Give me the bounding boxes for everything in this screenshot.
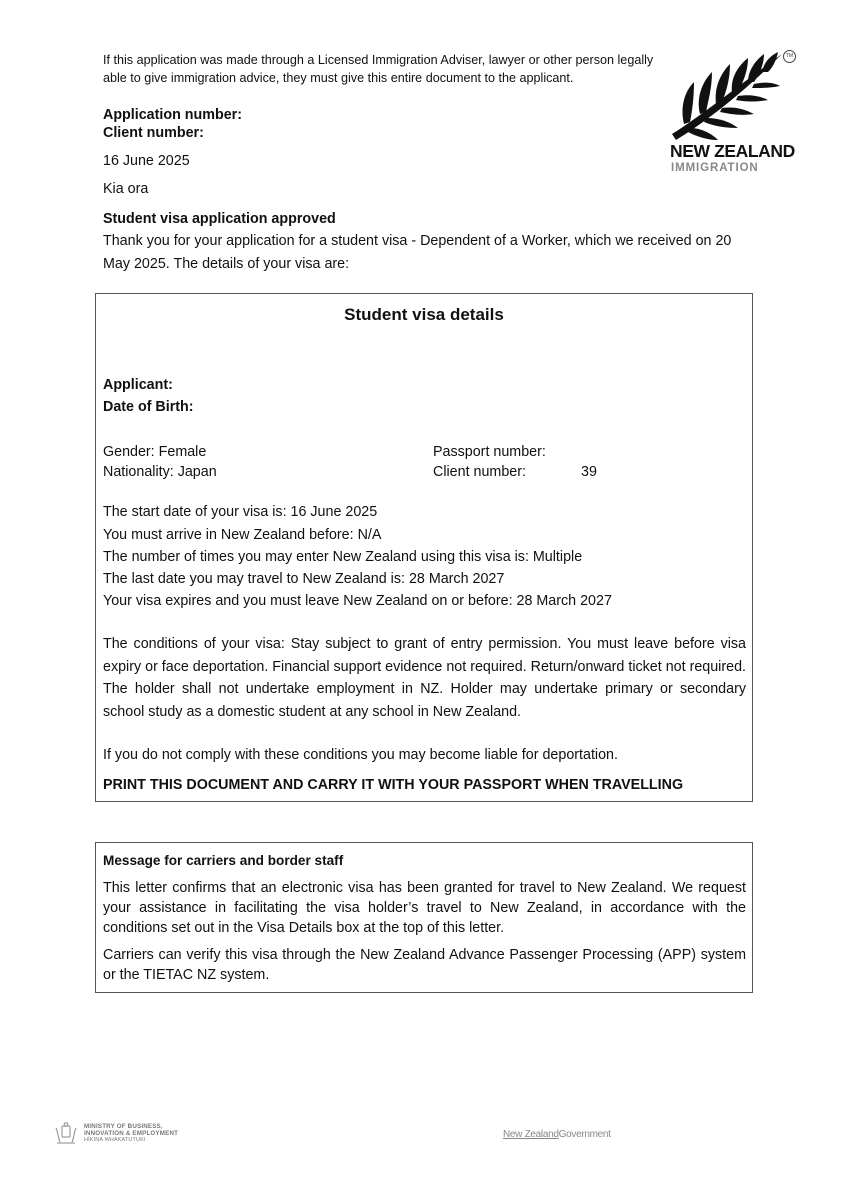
print-notice: PRINT THIS DOCUMENT AND CARRY IT WITH YOUR PASSPORT WHEN TRAVELLING bbox=[103, 777, 684, 793]
dob-label: Date of Birth: bbox=[103, 399, 194, 415]
nationality: Nationality: Japan bbox=[103, 464, 217, 480]
applicant-label: Applicant: bbox=[103, 377, 173, 393]
carriers-paragraph-1: This letter confirms that an electronic visa has been granted for travel to New Zealand. We request your assistance in facilitating the visa holder’s travel to New Zealand, in accordance with the conditions set out in the Visa Details box at the top of this letter. bbox=[103, 880, 746, 936]
client-number-fragment: 39 bbox=[581, 464, 597, 480]
client-number-label: Client number: bbox=[103, 125, 204, 141]
application-number-label: Application number: bbox=[103, 107, 242, 123]
visa-conditions: The conditions of your visa: Stay subject to grant of entry permission. You must leave before visa expiry or face deportation. Financial support evidence not required. Return/onward ticket not required. The holder shall not undertake employment in NZ. Holder may undertake primary or secondary school study as a domestic student at any school in New Zealand. bbox=[103, 636, 746, 720]
adviser-notice: If this application was made through a Licensed Immigration Adviser, lawyer or other person legally able to give immigration advice, they must give this entire document to the applicant. bbox=[103, 53, 654, 85]
visa-details-box bbox=[95, 293, 753, 802]
visa-details-title: Student visa details bbox=[344, 305, 504, 324]
logo-wordmark: NEW ZEALAND bbox=[670, 141, 795, 161]
nz-government-logo: New ZealandGovernment bbox=[503, 1129, 611, 1140]
visa-start-date: The start date of your visa is: 16 June 2025 bbox=[103, 504, 378, 520]
arrive-before: You must arrive in New Zealand before: N/A bbox=[103, 527, 382, 543]
passport-number-label: Passport number: bbox=[433, 444, 546, 460]
client-number-label-box: Client number: bbox=[433, 464, 526, 480]
carriers-paragraph-2: Carriers can verify this visa through the New Zealand Advance Passenger Processing (APP) system or the TIETAC NZ system. bbox=[103, 947, 746, 983]
letter-body: Thank you for your application for a student visa - Dependent of a Worker, which we received on 20 May 2025. The details of your visa are: bbox=[103, 233, 732, 272]
visa-expiry: Your visa expires and you must leave New Zealand on or before: 28 March 2027 bbox=[103, 593, 612, 609]
ministry-logo-text: MINISTRY OF BUSINESS, INNOVATION & EMPLOYMENT HĪKINA WHAKATUTUKI bbox=[84, 1123, 179, 1144]
coat-of-arms-icon bbox=[53, 1122, 79, 1146]
gender: Gender: Female bbox=[103, 444, 207, 460]
carriers-message-box bbox=[95, 842, 753, 993]
letter-heading: Student visa application approved bbox=[103, 211, 336, 227]
carriers-title: Message for carriers and border staff bbox=[103, 853, 344, 868]
greeting: Kia ora bbox=[103, 181, 149, 197]
trademark-icon: TM bbox=[783, 50, 796, 63]
compliance-warning: If you do not comply with these conditions you may become liable for deportation. bbox=[103, 747, 618, 763]
letter-date: 16 June 2025 bbox=[103, 153, 190, 169]
logo-subtitle: IMMIGRATION bbox=[671, 162, 759, 174]
entries-allowed: The number of times you may enter New Zealand using this visa is: Multiple bbox=[103, 549, 583, 565]
last-travel-date: The last date you may travel to New Zealand is: 28 March 2027 bbox=[103, 571, 505, 587]
